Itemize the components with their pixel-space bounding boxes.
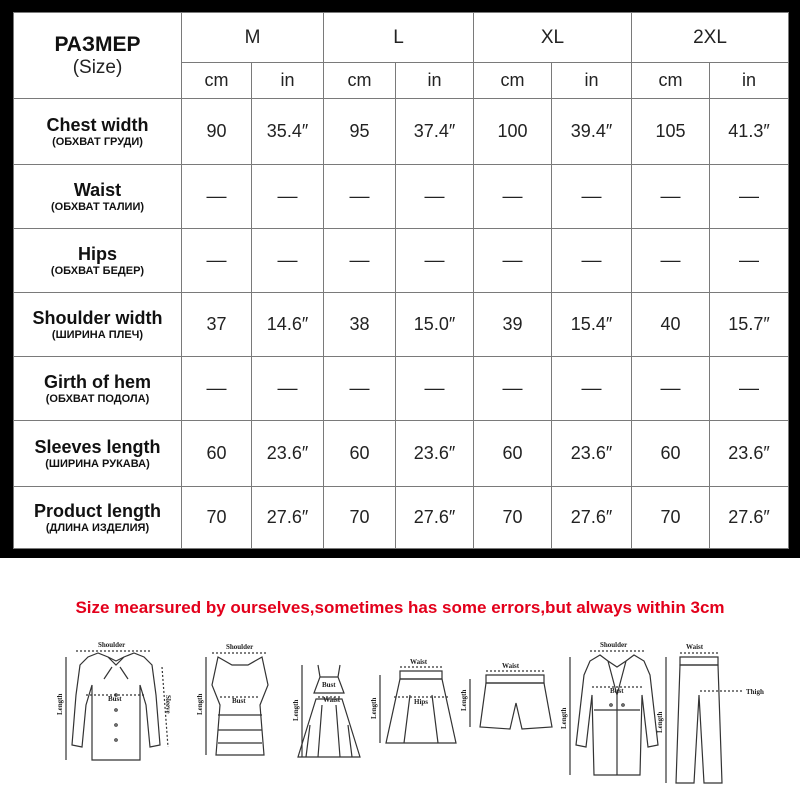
bust-label: Bust (610, 687, 624, 695)
garment-diagrams (0, 635, 800, 800)
measurement-value: 35.4″ (252, 99, 324, 165)
bust-label: Bust (322, 681, 336, 689)
measurement-note: Size mearsured by ourselves,sometimes has some errors,but always within 3cm (75, 598, 725, 617)
measurement-label-cell (14, 357, 182, 421)
measurement-row (14, 99, 789, 165)
length-label: Length (370, 697, 378, 719)
measurement-value: –– (710, 357, 789, 421)
measurement-value: 23.6″ (396, 421, 474, 487)
shoulder-label: Shoulder (600, 641, 628, 649)
size-2xl-header: 2XL (632, 13, 789, 63)
measurement-name: Girth of hem (44, 371, 151, 392)
garment-diagrams-svg (0, 635, 800, 800)
size-m-header: M (182, 13, 324, 63)
measurement-label-cell (14, 165, 182, 229)
coat-diagram (570, 651, 658, 775)
measurement-name: Waist (73, 179, 122, 200)
measurement-value: 60 (182, 421, 252, 487)
unit-cm: cm (324, 63, 396, 99)
measurement-label-cell (14, 229, 182, 293)
measurement-name-ru: (ШИРИНА ПЛЕЧ) (51, 328, 144, 341)
measurement-value: 95 (324, 99, 396, 165)
unit-cm: cm (182, 63, 252, 99)
shoulder-label: Shoulder (98, 641, 126, 649)
measurement-row (14, 165, 789, 229)
measurement-value: –– (324, 357, 396, 421)
measurement-value: 23.6″ (710, 421, 789, 487)
measurement-value: 27.6″ (396, 487, 474, 549)
measurement-name: Product length (34, 500, 161, 521)
measurement-value: –– (552, 357, 632, 421)
measurement-label-cell (14, 487, 182, 549)
measurement-value: 27.6″ (552, 487, 632, 549)
blouse-diagram (66, 651, 168, 760)
bust-label: Bust (232, 697, 246, 705)
measurement-value: 70 (632, 487, 710, 549)
unit-cm: cm (632, 63, 710, 99)
measurement-value: 37 (182, 293, 252, 357)
dress-diagram (298, 665, 360, 757)
measurement-row (14, 357, 789, 421)
unit-in: in (552, 63, 632, 99)
measurement-value: 40 (632, 293, 710, 357)
measurement-value: –– (710, 165, 789, 229)
measurement-name-ru: (ШИРИНА РУКАВА) (45, 457, 150, 470)
trousers-diagram (666, 653, 744, 783)
measurement-row (14, 487, 789, 549)
measurement-value: –– (252, 357, 324, 421)
measurement-name-ru: (ДЛИНА ИЗДЕЛИЯ) (45, 521, 150, 534)
sleeve-label: Sleeve (164, 695, 172, 714)
measurement-value: 70 (324, 487, 396, 549)
measurement-value: 39.4″ (552, 99, 632, 165)
measurement-label-cell (14, 99, 182, 165)
measurement-value: –– (632, 165, 710, 229)
measurement-value: 37.4″ (396, 99, 474, 165)
measurement-value: –– (252, 229, 324, 293)
measurement-value: 60 (474, 421, 552, 487)
measurement-value: 27.6″ (710, 487, 789, 549)
measurement-name-ru: (ОБХВАТ ТАЛИИ) (50, 200, 145, 213)
length-label: Length (460, 689, 468, 711)
measurement-value: 60 (632, 421, 710, 487)
hips-label: Hips (414, 698, 429, 706)
measurement-value: –– (182, 165, 252, 229)
measurement-value: 70 (182, 487, 252, 549)
measurement-value: 38 (324, 293, 396, 357)
measurement-name-ru: (ОБХВАТ ПОДОЛА) (45, 392, 150, 405)
measurement-value: 70 (474, 487, 552, 549)
shoulder-label: Shoulder (226, 643, 254, 651)
measurement-name-ru: (ОБХВАТ ГРУДИ) (52, 135, 143, 148)
measurement-value: –– (182, 229, 252, 293)
size-l-header: L (324, 13, 474, 63)
unit-cm: cm (474, 63, 552, 99)
measurement-rows (14, 99, 789, 549)
waist-label: Waist (502, 662, 520, 670)
size-xl-header: XL (474, 13, 632, 63)
length-label: Length (560, 707, 568, 729)
length-label: Length (292, 699, 300, 721)
measurement-name-ru: (ОБХВАТ БЕДЕР) (50, 264, 145, 277)
measurement-row (14, 293, 789, 357)
length-label: Length (196, 693, 204, 715)
measurement-value: –– (182, 357, 252, 421)
measurement-value: –– (396, 229, 474, 293)
waist-label: Waist (410, 658, 428, 666)
measurement-value: –– (552, 229, 632, 293)
bust-label: Bust (108, 695, 122, 703)
measurement-name: Sleeves length (34, 436, 161, 457)
measurement-value: 23.6″ (552, 421, 632, 487)
measurement-name: Hips (77, 243, 117, 264)
shorts-diagram (470, 671, 552, 729)
measurement-value: 23.6″ (252, 421, 324, 487)
unit-in: in (252, 63, 324, 99)
measurement-label-cell (14, 293, 182, 357)
measurement-value: –– (474, 229, 552, 293)
measurement-value: 90 (182, 99, 252, 165)
measurement-value: 15.7″ (710, 293, 789, 357)
size-header-cell (14, 13, 182, 99)
measurement-row (14, 229, 789, 293)
measurement-value: 14.6″ (252, 293, 324, 357)
measurement-value: 100 (474, 99, 552, 165)
measurement-value: 60 (324, 421, 396, 487)
length-label: Length (56, 693, 64, 715)
size-subtitle: (Size) (72, 56, 123, 78)
measurement-value: –– (324, 165, 396, 229)
waist-label: Waist (323, 696, 341, 704)
measurement-row (14, 421, 789, 487)
unit-in: in (710, 63, 789, 99)
measurement-value: –– (396, 357, 474, 421)
measurement-value: 15.0″ (396, 293, 474, 357)
measurement-value: –– (710, 229, 789, 293)
measurement-value: 15.4″ (552, 293, 632, 357)
measurement-value: –– (552, 165, 632, 229)
size-title: РАЗМЕР (54, 32, 141, 56)
size-chart-table (13, 12, 789, 549)
thigh-label: Thigh (746, 688, 764, 696)
measurement-value: 39 (474, 293, 552, 357)
unit-in: in (396, 63, 474, 99)
measurement-value: –– (252, 165, 324, 229)
length-label: Length (656, 711, 664, 733)
measurement-name: Chest width (46, 114, 149, 135)
measurement-value: –– (474, 357, 552, 421)
measurement-value: 41.3″ (710, 99, 789, 165)
waist-label: Waist (686, 643, 704, 651)
measurement-label-cell (14, 421, 182, 487)
measurement-value: 27.6″ (252, 487, 324, 549)
measurement-value: –– (632, 229, 710, 293)
measurement-value: –– (324, 229, 396, 293)
measurement-name: Shoulder width (32, 307, 163, 328)
measurement-value: –– (396, 165, 474, 229)
measurement-value: –– (632, 357, 710, 421)
measurement-value: –– (474, 165, 552, 229)
measurement-value: 105 (632, 99, 710, 165)
